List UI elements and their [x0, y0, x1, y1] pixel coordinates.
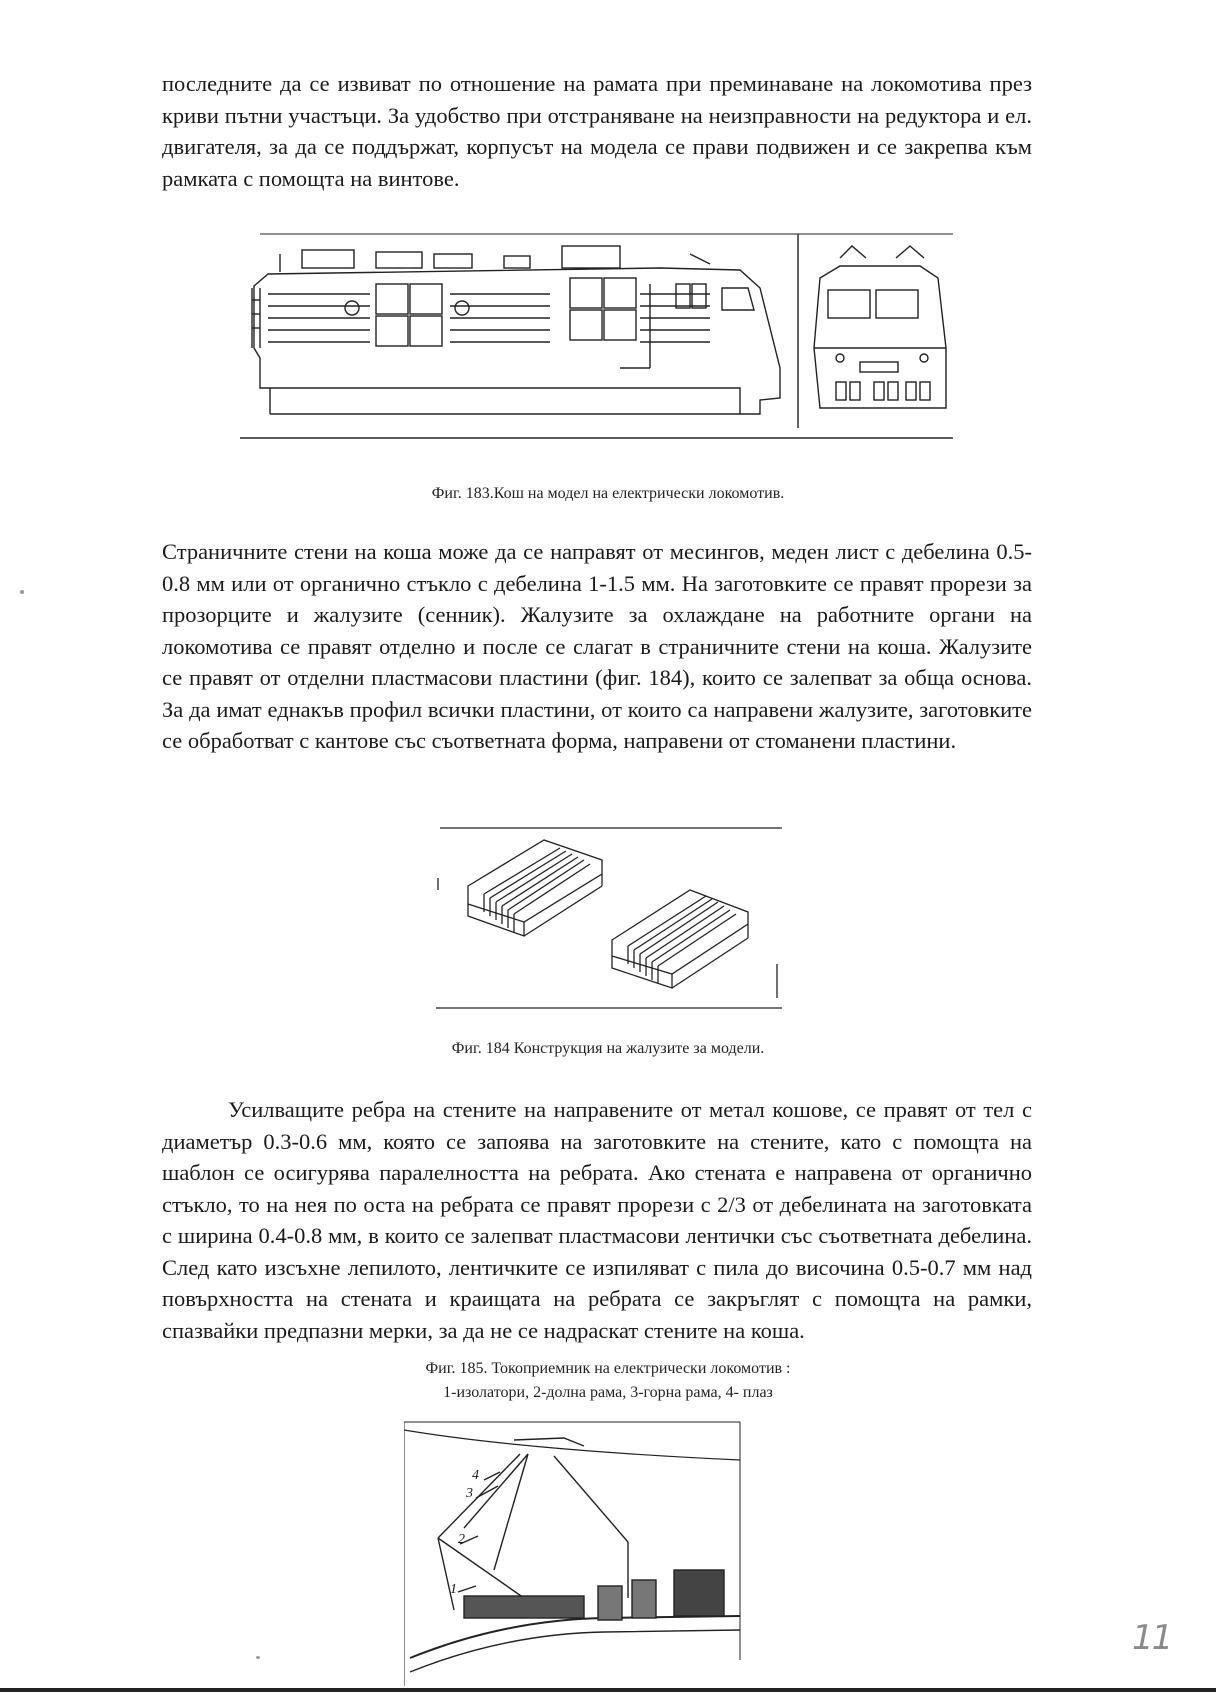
- pantograph-label-3: 3: [466, 1486, 473, 1501]
- scan-edge-line: [0, 1688, 1216, 1692]
- figure-184-louvers: [432, 824, 784, 1015]
- pantograph-label-4: 4: [472, 1468, 479, 1483]
- figure-183-caption: Фиг. 183.Кош на модел на електрически локомотив.: [431, 485, 785, 502]
- paragraph-3: Усилващите ребра на стените на направените от метал кошове, се правят от тел с диаметър 0.3-0.6 мм, която се запоява на заготовките на стените, като с помощта на шаблон се осигурява паралелността на ребрата. Ако стената е направена от органично стъкло, то на нея по оста на ребрата се правят прорези с 2/3 от дебелината на заготовката с ширина 0.4-0.8 мм, в които се залепват пластмасови лентички със съответната дебелина. След като изсъхне лепилото, лентичките се изпиляват с пила до височина 0.5-0.7 мм над повърхността на стената и краищата на ребрата се закръглят с помощта на рамки, спазвайки предпазни мерки, за да не се надраскат стените на коша.: [162, 1097, 1032, 1343]
- figure-183-locomotive-body: [240, 228, 960, 449]
- scan-speck: [256, 1656, 260, 1659]
- paragraph-2: Страничните стени на коша може да се направят от месингов, меден лист с дебелина 0.5-0.8 мм или от органично стъкло с дебелина 1-1.5 мм. На заготовките се правят прорези за прозорците и жалузите (сенник). Жалузите за охлаждане на работните органи на локомотива се правят отделно и после се слагат в страничните стени на коша. Жалузите се правят от отделни пластмасови пластини (фиг. 184), които се залепват за обща основа. За да имат еднакъв профил всички пластини, от които са направени жалузите, заготовките се обработват с кантове със съответната форма, направени от стоманени пластини.: [162, 539, 1032, 753]
- figure-185-pantograph: [404, 1420, 744, 1693]
- page-number: 11: [1132, 1618, 1172, 1658]
- scan-speck: [20, 590, 24, 594]
- pantograph-label-1: 1: [450, 1582, 457, 1597]
- figure-185-caption-line-1: Фиг. 185. Токоприемник на електрически локомотив :: [425, 1360, 791, 1377]
- figure-184-caption: Фиг. 184 Конструкция на жалузите за модели.: [451, 1040, 765, 1057]
- pantograph-label-2: 2: [458, 1532, 465, 1547]
- paragraph-1: последните да се извиват по отношение на рамата при преминаване на локомотива през криви пътни участъци. За удобство при отстраняване на неизправности на редуктора и ел. двигателя, за да се поддържат, корпусът на модела се прави подвижен и се закрепва към рамката с помощта на винтове.: [162, 71, 1032, 191]
- figure-185-caption-line-2: 1-изолатори, 2-долна рама, 3-горна рама, 4- плаз: [443, 1384, 773, 1401]
